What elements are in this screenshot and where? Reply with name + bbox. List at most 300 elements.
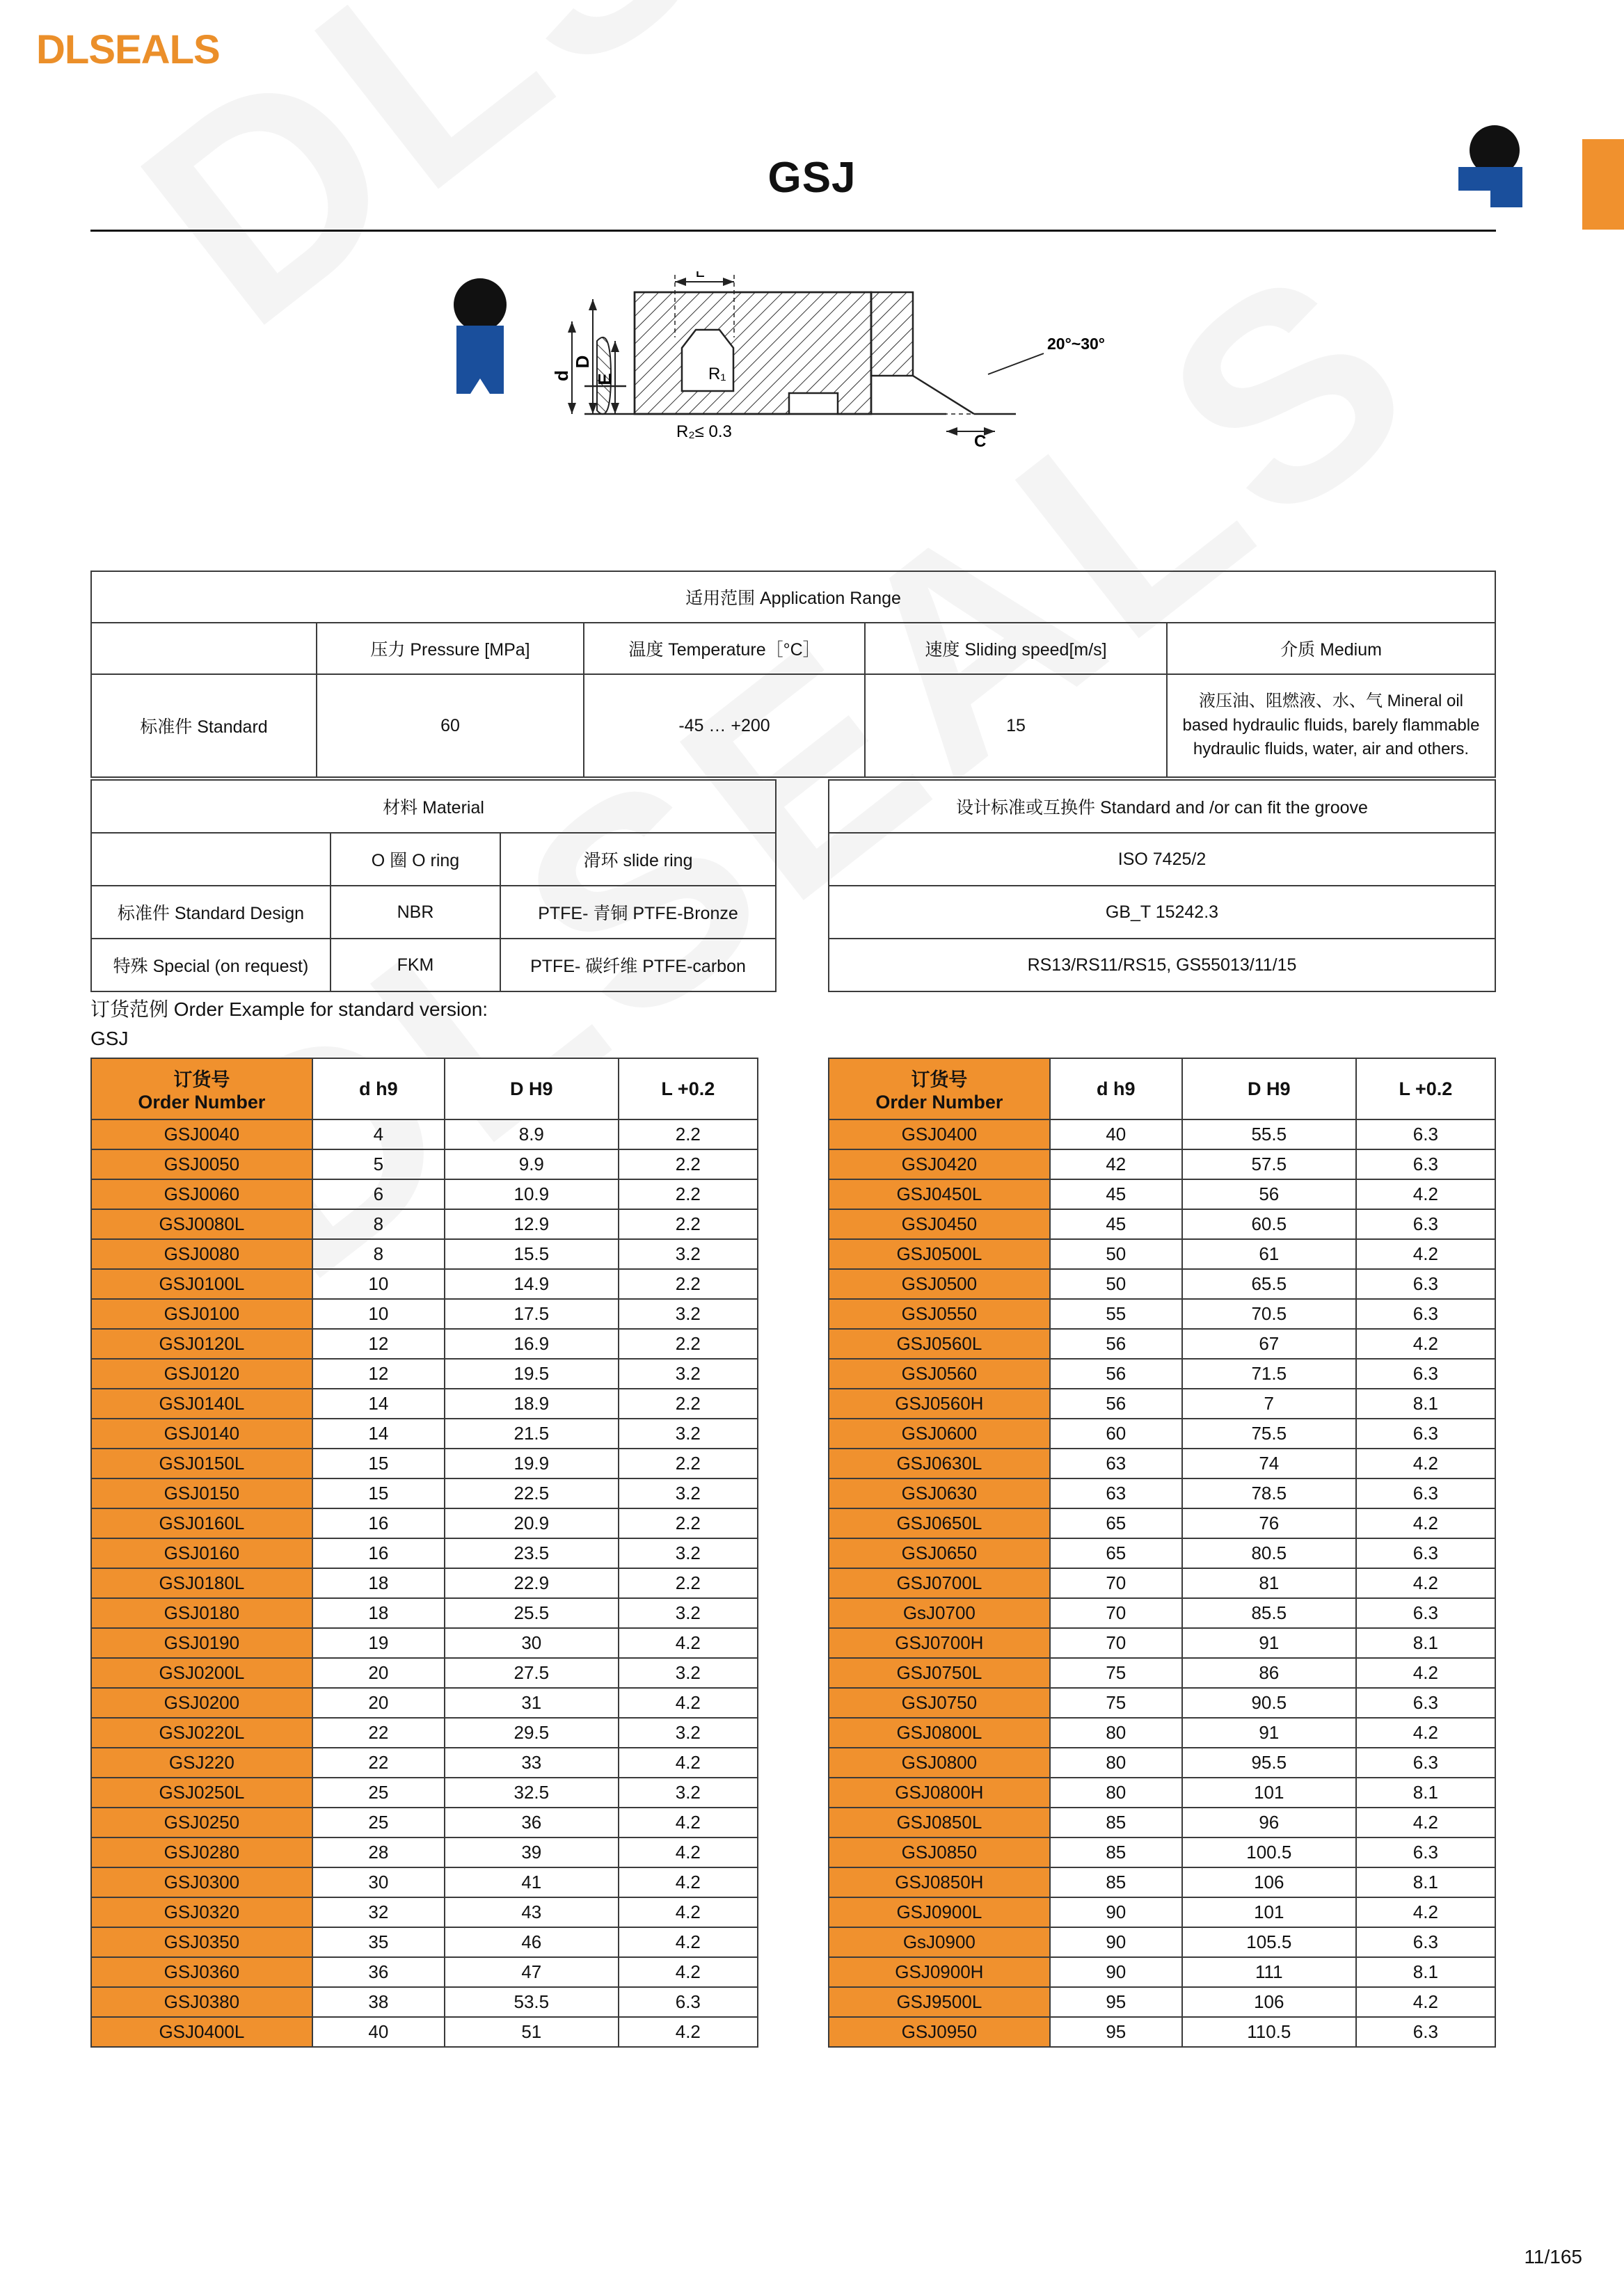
cell-D: 56 (1182, 1179, 1356, 1209)
app-value-speed: 15 (865, 674, 1167, 777)
table-row (91, 1478, 758, 1508)
cell-L: 6.3 (1356, 1299, 1495, 1329)
cell-L: 4.2 (1356, 1658, 1495, 1688)
cell-L: 2.2 (619, 1149, 758, 1179)
cell-d: 16 (312, 1538, 445, 1568)
cell-order-number: GSJ0630 (829, 1478, 1050, 1508)
cell-D: 10.9 (445, 1179, 619, 1209)
table-row (829, 1658, 1495, 1688)
order-table-left (90, 1058, 758, 2048)
table-row (91, 1598, 758, 1628)
cell-order-number: GSJ0300 (91, 1867, 312, 1897)
cell-d: 6 (312, 1179, 445, 1209)
cell-L: 4.2 (619, 1808, 758, 1837)
header-L: L +0.2 (619, 1058, 758, 1119)
table-row (829, 1449, 1495, 1478)
cell-D: 105.5 (1182, 1927, 1356, 1957)
cell-d: 65 (1050, 1508, 1182, 1538)
company-logo: DLSEALS (36, 27, 220, 72)
table-row (829, 1808, 1495, 1837)
cell-order-number: GSJ0220L (91, 1718, 312, 1748)
table-row (91, 1718, 758, 1748)
cell-D: 80.5 (1182, 1538, 1356, 1568)
cell-order-number: GSJ0140 (91, 1419, 312, 1449)
app-value-temperature: -45 … +200 (584, 674, 865, 777)
cell-order-number: GSJ0400L (91, 2017, 312, 2047)
order-table-right (828, 1058, 1496, 2048)
table-row (91, 1299, 758, 1329)
cell-L: 6.3 (1356, 1419, 1495, 1449)
material-col-slide: 滑环 slide ring (500, 833, 776, 886)
cell-d: 22 (312, 1748, 445, 1778)
cell-order-number: GSJ0100 (91, 1299, 312, 1329)
cell-L: 3.2 (619, 1778, 758, 1808)
table-row (829, 1419, 1495, 1449)
cell-D: 29.5 (445, 1718, 619, 1748)
table-row (829, 1837, 1495, 1867)
cell-L: 6.3 (1356, 1209, 1495, 1239)
cell-L: 6.3 (1356, 2017, 1495, 2047)
svg-text:D: D (572, 355, 593, 369)
cell-order-number: GSJ0160L (91, 1508, 312, 1538)
cell-order-number: GSJ0500 (829, 1269, 1050, 1299)
cell-L: 3.2 (619, 1299, 758, 1329)
cell-D: 7 (1182, 1389, 1356, 1419)
table-row (91, 1808, 758, 1837)
cell-D: 76 (1182, 1508, 1356, 1538)
cell-L: 3.2 (619, 1359, 758, 1389)
cell-L: 2.2 (619, 1568, 758, 1598)
table-row (91, 780, 776, 833)
material-row-label-special: 特殊 Special (on request) (91, 939, 331, 991)
cell-order-number: GSJ0850 (829, 1837, 1050, 1867)
table-row (91, 1359, 758, 1389)
application-range-table (90, 571, 1496, 778)
cell-d: 45 (1050, 1209, 1182, 1239)
cell-order-number: GSJ220 (91, 1748, 312, 1778)
cell-order-number: GSJ0250L (91, 1778, 312, 1808)
cell-order-number: GSJ0100L (91, 1269, 312, 1299)
cell-d: 14 (312, 1419, 445, 1449)
cell-order-number: GSJ0750L (829, 1658, 1050, 1688)
drawing-svg (417, 271, 1252, 550)
cell-D: 32.5 (445, 1778, 619, 1808)
table-row (829, 1987, 1495, 2017)
cell-L: 2.2 (619, 1179, 758, 1209)
cell-D: 111 (1182, 1957, 1356, 1987)
table-row (829, 1568, 1495, 1598)
cell-D: 19.9 (445, 1449, 619, 1478)
table-row (91, 1119, 758, 1149)
cell-L: 8.1 (1356, 1778, 1495, 1808)
app-col-blank (91, 623, 317, 674)
cell-L: 4.2 (619, 1957, 758, 1987)
cell-d: 12 (312, 1329, 445, 1359)
table-row (91, 1149, 758, 1179)
page-number: 11/165 (1524, 2246, 1582, 2267)
table-row (91, 2017, 758, 2047)
cell-d: 25 (312, 1808, 445, 1837)
table-row (829, 833, 1495, 886)
cell-order-number: GSJ0140L (91, 1389, 312, 1419)
cell-L: 2.2 (619, 1329, 758, 1359)
svg-text:E: E (594, 373, 615, 385)
cell-L: 6.3 (1356, 1538, 1495, 1568)
cell-D: 106 (1182, 1987, 1356, 2017)
header-d-h9: d h9 (312, 1058, 445, 1119)
table-row (91, 1538, 758, 1568)
cell-order-number: GSJ0850L (829, 1808, 1050, 1837)
table-row (91, 1449, 758, 1478)
cell-order-number: GSJ0900H (829, 1957, 1050, 1987)
standard-row-3: RS13/RS11/RS15, GS55013/11/15 (829, 939, 1495, 991)
table-row (829, 1119, 1495, 1149)
cell-L: 2.2 (619, 1119, 758, 1149)
table-row (829, 1628, 1495, 1658)
cell-L: 4.2 (619, 1688, 758, 1718)
cell-d: 8 (312, 1209, 445, 1239)
cell-d: 70 (1050, 1598, 1182, 1628)
cell-L: 8.1 (1356, 1957, 1495, 1987)
table-row (829, 1897, 1495, 1927)
cell-D: 61 (1182, 1239, 1356, 1269)
cell-D: 15.5 (445, 1239, 619, 1269)
cell-order-number: GSJ0080L (91, 1209, 312, 1239)
cell-D: 39 (445, 1837, 619, 1867)
cell-L: 6.3 (1356, 1837, 1495, 1867)
order-example-line2: GSJ (90, 1028, 129, 1049)
material-special-oring: FKM (331, 939, 500, 991)
cell-order-number: GSJ0060 (91, 1179, 312, 1209)
cell-d: 85 (1050, 1867, 1182, 1897)
cell-D: 67 (1182, 1329, 1356, 1359)
cell-order-number: GSJ0320 (91, 1897, 312, 1927)
cell-L: 2.2 (619, 1269, 758, 1299)
header-D-H9: D H9 (445, 1058, 619, 1119)
cell-d: 4 (312, 1119, 445, 1149)
table-row (91, 1688, 758, 1718)
cell-D: 31 (445, 1688, 619, 1718)
cell-d: 15 (312, 1478, 445, 1508)
cell-d: 8 (312, 1239, 445, 1269)
cell-L: 4.2 (1356, 1897, 1495, 1927)
order-table-right-body (829, 1119, 1495, 2047)
cell-D: 71.5 (1182, 1359, 1356, 1389)
cell-order-number: GSJ0120L (91, 1329, 312, 1359)
cell-L: 3.2 (619, 1419, 758, 1449)
cell-L: 4.2 (1356, 1508, 1495, 1538)
material-title: 材料 Material (91, 780, 776, 833)
cell-L: 3.2 (619, 1478, 758, 1508)
cell-D: 23.5 (445, 1538, 619, 1568)
cell-L: 3.2 (619, 1538, 758, 1568)
header-D-H9: D H9 (1182, 1058, 1356, 1119)
cell-order-number: GSJ0280 (91, 1837, 312, 1867)
cell-D: 100.5 (1182, 1837, 1356, 1867)
table-row (91, 886, 776, 939)
cell-order-number: GSJ0150L (91, 1449, 312, 1478)
table-row (91, 1897, 758, 1927)
app-value-medium: 液压油、阻燃液、水、气 Mineral oil based hydraulic fluids, barely flammable hydraulic fluids, water, air and others. (1167, 674, 1495, 777)
cell-d: 56 (1050, 1359, 1182, 1389)
cell-d: 18 (312, 1568, 445, 1598)
app-col-pressure: 压力 Pressure [MPa] (317, 623, 584, 674)
table-row (829, 1209, 1495, 1239)
table-row (91, 571, 1495, 623)
cell-order-number: GSJ0550 (829, 1299, 1050, 1329)
cell-order-number: GSJ0200L (91, 1658, 312, 1688)
cell-d: 5 (312, 1149, 445, 1179)
cell-D: 101 (1182, 1778, 1356, 1808)
cell-L: 4.2 (1356, 1179, 1495, 1209)
cell-d: 50 (1050, 1269, 1182, 1299)
cell-L: 4.2 (619, 1748, 758, 1778)
table-row (829, 1748, 1495, 1778)
cell-D: 91 (1182, 1718, 1356, 1748)
table-row (91, 939, 776, 991)
table-row (829, 886, 1495, 939)
cell-order-number: GSJ0650 (829, 1538, 1050, 1568)
cell-D: 46 (445, 1927, 619, 1957)
cell-d: 40 (312, 2017, 445, 2047)
cell-d: 95 (1050, 1987, 1182, 2017)
table-row (829, 1329, 1495, 1359)
table-row (829, 2017, 1495, 2047)
cell-D: 36 (445, 1808, 619, 1837)
standard-row-2: GB_T 15242.3 (829, 886, 1495, 939)
cell-order-number: GSJ0380 (91, 1987, 312, 2017)
cell-d: 90 (1050, 1927, 1182, 1957)
order-example-line1: 订货范例 Order Example for standard version: (90, 998, 488, 1020)
table-row (829, 1688, 1495, 1718)
table-row (91, 1329, 758, 1359)
table-row (91, 1389, 758, 1419)
cell-D: 74 (1182, 1449, 1356, 1478)
cell-d: 70 (1050, 1628, 1182, 1658)
table-row (829, 1239, 1495, 1269)
table-row (829, 1179, 1495, 1209)
cell-d: 85 (1050, 1837, 1182, 1867)
order-table-right-head (829, 1058, 1495, 1119)
cell-order-number: GSJ0160 (91, 1538, 312, 1568)
cell-d: 65 (1050, 1538, 1182, 1568)
cell-d: 16 (312, 1508, 445, 1538)
cell-d: 30 (312, 1867, 445, 1897)
table-row (91, 1628, 758, 1658)
cell-order-number: GSJ0850H (829, 1867, 1050, 1897)
table-row (91, 1209, 758, 1239)
cell-L: 6.3 (1356, 1748, 1495, 1778)
app-col-medium: 介质 Medium (1167, 623, 1495, 674)
table-row (91, 1058, 758, 1119)
cell-L: 4.2 (619, 1867, 758, 1897)
cell-D: 8.9 (445, 1119, 619, 1149)
cell-D: 30 (445, 1628, 619, 1658)
cell-d: 70 (1050, 1568, 1182, 1598)
cell-d: 42 (1050, 1149, 1182, 1179)
cell-d: 38 (312, 1987, 445, 2017)
cell-L: 2.2 (619, 1209, 758, 1239)
cell-d: 95 (1050, 2017, 1182, 2047)
table-row (829, 1058, 1495, 1119)
cell-L: 6.3 (1356, 1688, 1495, 1718)
table-row (91, 1867, 758, 1897)
cell-D: 19.5 (445, 1359, 619, 1389)
cell-D: 75.5 (1182, 1419, 1356, 1449)
cell-D: 90.5 (1182, 1688, 1356, 1718)
cell-d: 14 (312, 1389, 445, 1419)
material-table (90, 779, 777, 992)
table-row (829, 1508, 1495, 1538)
cell-D: 96 (1182, 1808, 1356, 1837)
cell-d: 80 (1050, 1748, 1182, 1778)
cell-order-number: GSJ0250 (91, 1808, 312, 1837)
cell-order-number: GSJ0400 (829, 1119, 1050, 1149)
cell-L: 4.2 (1356, 1808, 1495, 1837)
cell-L: 3.2 (619, 1239, 758, 1269)
material-col-blank (91, 833, 331, 886)
app-col-temperature: 温度 Temperature［°C］ (584, 623, 865, 674)
cell-order-number: GsJ0900 (829, 1927, 1050, 1957)
cell-D: 16.9 (445, 1329, 619, 1359)
table-row (91, 623, 1495, 674)
cell-order-number: GSJ0700H (829, 1628, 1050, 1658)
cell-L: 4.2 (1356, 1449, 1495, 1478)
app-value-pressure: 60 (317, 674, 584, 777)
table-row (91, 1179, 758, 1209)
cell-order-number: GSJ0560L (829, 1329, 1050, 1359)
table-row (91, 833, 776, 886)
application-range-title: 适用范围 Application Range (91, 571, 1495, 623)
cell-L: 4.2 (1356, 1718, 1495, 1748)
cell-order-number: GSJ0600 (829, 1419, 1050, 1449)
svg-text:20°~30°: 20°~30° (1047, 335, 1105, 353)
cell-L: 4.2 (619, 2017, 758, 2047)
cell-order-number: GSJ9500L (829, 1987, 1050, 2017)
cell-L: 2.2 (619, 1449, 758, 1478)
cell-D: 106 (1182, 1867, 1356, 1897)
material-row-label-standard: 标准件 Standard Design (91, 886, 331, 939)
cell-d: 36 (312, 1957, 445, 1987)
cell-order-number: GSJ0200 (91, 1688, 312, 1718)
cell-order-number: GSJ0420 (829, 1149, 1050, 1179)
cell-D: 22.9 (445, 1568, 619, 1598)
cell-L: 6.3 (1356, 1359, 1495, 1389)
cell-L: 2.2 (619, 1508, 758, 1538)
svg-text:L: L (695, 271, 705, 281)
svg-text:R₁: R₁ (708, 365, 726, 383)
standard-title: 设计标准或互换件 Standard and /or can fit the groove (829, 780, 1495, 833)
cell-d: 45 (1050, 1179, 1182, 1209)
cell-L: 3.2 (619, 1658, 758, 1688)
cell-d: 28 (312, 1837, 445, 1867)
cell-D: 85.5 (1182, 1598, 1356, 1628)
cell-order-number: GSJ0450L (829, 1179, 1050, 1209)
cell-order-number: GSJ0630L (829, 1449, 1050, 1478)
cell-D: 18.9 (445, 1389, 619, 1419)
cell-d: 15 (312, 1449, 445, 1478)
cell-order-number: GSJ0360 (91, 1957, 312, 1987)
cell-order-number: GSJ0800H (829, 1778, 1050, 1808)
table-row (829, 1927, 1495, 1957)
table-row (91, 1419, 758, 1449)
cell-L: 4.2 (1356, 1329, 1495, 1359)
cell-order-number: GSJ0900L (829, 1897, 1050, 1927)
cell-L: 6.3 (1356, 1149, 1495, 1179)
cell-L: 2.2 (619, 1389, 758, 1419)
table-row (91, 1778, 758, 1808)
cell-L: 6.3 (1356, 1269, 1495, 1299)
title-divider (90, 230, 1496, 232)
cell-d: 75 (1050, 1688, 1182, 1718)
cell-L: 3.2 (619, 1718, 758, 1748)
cell-d: 10 (312, 1299, 445, 1329)
cell-L: 6.3 (1356, 1927, 1495, 1957)
table-row (829, 1718, 1495, 1748)
cell-d: 20 (312, 1658, 445, 1688)
cell-D: 25.5 (445, 1598, 619, 1628)
cell-d: 75 (1050, 1658, 1182, 1688)
table-row (91, 1927, 758, 1957)
cell-d: 18 (312, 1598, 445, 1628)
cell-D: 21.5 (445, 1419, 619, 1449)
material-standard-slide: PTFE- 青铜 PTFE-Bronze (500, 886, 776, 939)
cell-order-number: GSJ0800 (829, 1748, 1050, 1778)
table-row (91, 1748, 758, 1778)
header-order-number: 订货号 Order Number (829, 1058, 1050, 1119)
cell-d: 85 (1050, 1808, 1182, 1837)
cell-d: 63 (1050, 1478, 1182, 1508)
cell-D: 20.9 (445, 1508, 619, 1538)
cell-order-number: GSJ0080 (91, 1239, 312, 1269)
cell-order-number: GSJ0650L (829, 1508, 1050, 1538)
standard-table (828, 779, 1496, 992)
header-d-h9: d h9 (1050, 1058, 1182, 1119)
cell-D: 51 (445, 2017, 619, 2047)
cell-D: 81 (1182, 1568, 1356, 1598)
header-L: L +0.2 (1356, 1058, 1495, 1119)
cell-D: 70.5 (1182, 1299, 1356, 1329)
cell-d: 19 (312, 1628, 445, 1658)
table-row (829, 1149, 1495, 1179)
svg-text:C: C (974, 432, 987, 451)
cell-D: 55.5 (1182, 1119, 1356, 1149)
cell-D: 78.5 (1182, 1478, 1356, 1508)
table-row (829, 1269, 1495, 1299)
cell-d: 56 (1050, 1389, 1182, 1419)
cell-order-number: GSJ0150 (91, 1478, 312, 1508)
cell-L: 4.2 (1356, 1568, 1495, 1598)
cell-d: 60 (1050, 1419, 1182, 1449)
cell-D: 22.5 (445, 1478, 619, 1508)
cell-d: 90 (1050, 1957, 1182, 1987)
standard-row-1: ISO 7425/2 (829, 833, 1495, 886)
cell-d: 12 (312, 1359, 445, 1389)
cell-D: 9.9 (445, 1149, 619, 1179)
cell-L: 4.2 (619, 1927, 758, 1957)
table-row (829, 1478, 1495, 1508)
cell-D: 43 (445, 1897, 619, 1927)
cell-d: 25 (312, 1778, 445, 1808)
table-row (829, 1538, 1495, 1568)
cell-d: 20 (312, 1688, 445, 1718)
order-table-left-head (91, 1058, 758, 1119)
table-row (829, 1778, 1495, 1808)
table-row (91, 1987, 758, 2017)
cell-L: 6.3 (1356, 1478, 1495, 1508)
cell-D: 17.5 (445, 1299, 619, 1329)
cell-D: 27.5 (445, 1658, 619, 1688)
